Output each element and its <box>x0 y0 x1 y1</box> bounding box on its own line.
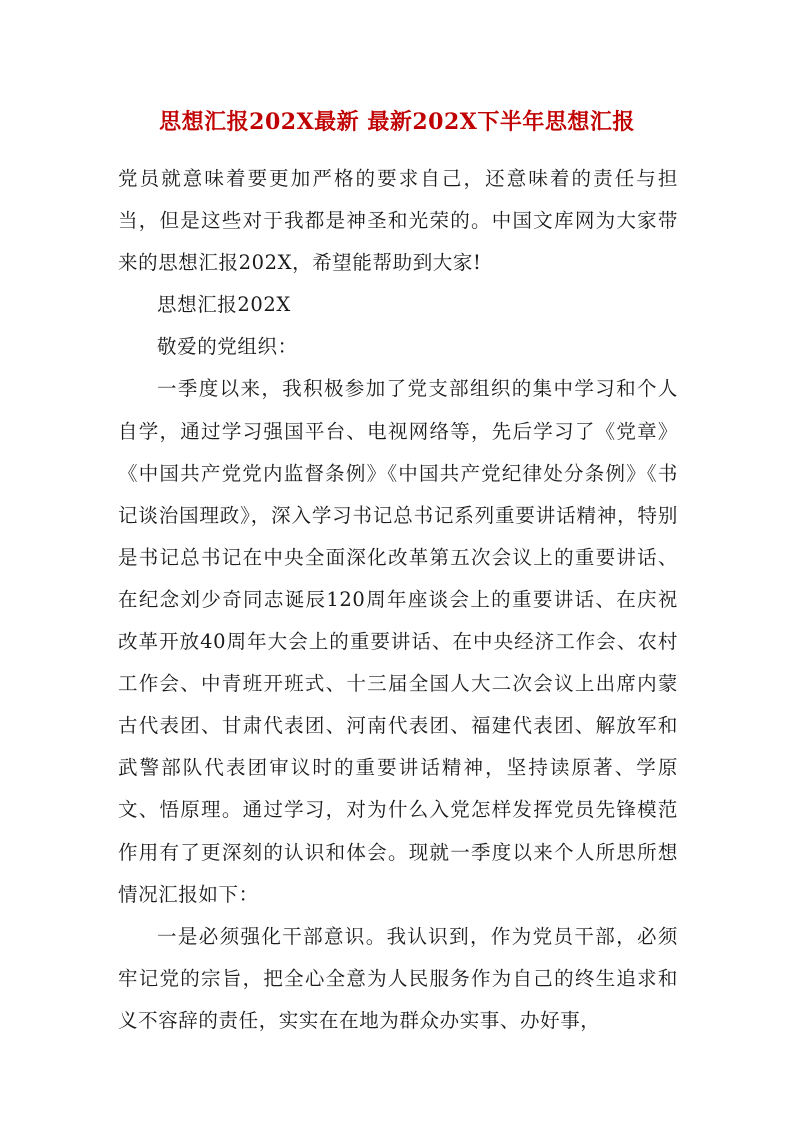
document-body <box>118 158 678 1042</box>
salutation: 敬爱的党组织： <box>157 335 298 359</box>
document-title: 思想汇报202X最新 最新202X下半年思想汇报 <box>159 109 635 135</box>
body-paragraph: 一是必须强化干部意识。我认识到，作为党员干部，必须牢记党的宗旨，把全心全意为人民服务作为自己的终生追求和义不容辞的责任，实实在在地为群众办实事、办好事， <box>118 924 678 1032</box>
report-heading: 思想汇报202X <box>157 293 291 317</box>
body-paragraph: 一季度以来，我积极参加了党支部组织的集中学习和个人自学，通过学习强国平台、电视网络等，先后学习了《党章》《中国共产党党内监督条例》《中国共产党纪律处分条例》《书记谈治国理政》，深入学习书记总书记系列重要讲话精神，特别是书记总书记在中央全面深化改革第五次会议上的重要讲话、在纪念刘少奇同志诞辰120周年座谈会上的重要讲话、在庆祝改革开放40周年大会上的重要讲话、在中央经济工作会、农村工作会、中青班开班式、十三届全国人大二次会议上出席内蒙古代表团、甘肃代表团、河南代表团、福建代表团、解放军和武警部队代表团审议时的重要讲话精神，坚持读原著、学原文、悟原理。通过学习，对为什么入党怎样发挥党员先锋模范作用有了更深刻的认识和体会。现就一季度以来个人所思所想情况汇报如下： <box>118 377 678 906</box>
intro-paragraph: 党员就意味着要更加严格的要求自己，还意味着的责任与担当，但是这些对于我都是神圣和光荣的。中国文库网为大家带来的思想汇报202X，希望能帮助到大家! <box>118 167 678 275</box>
